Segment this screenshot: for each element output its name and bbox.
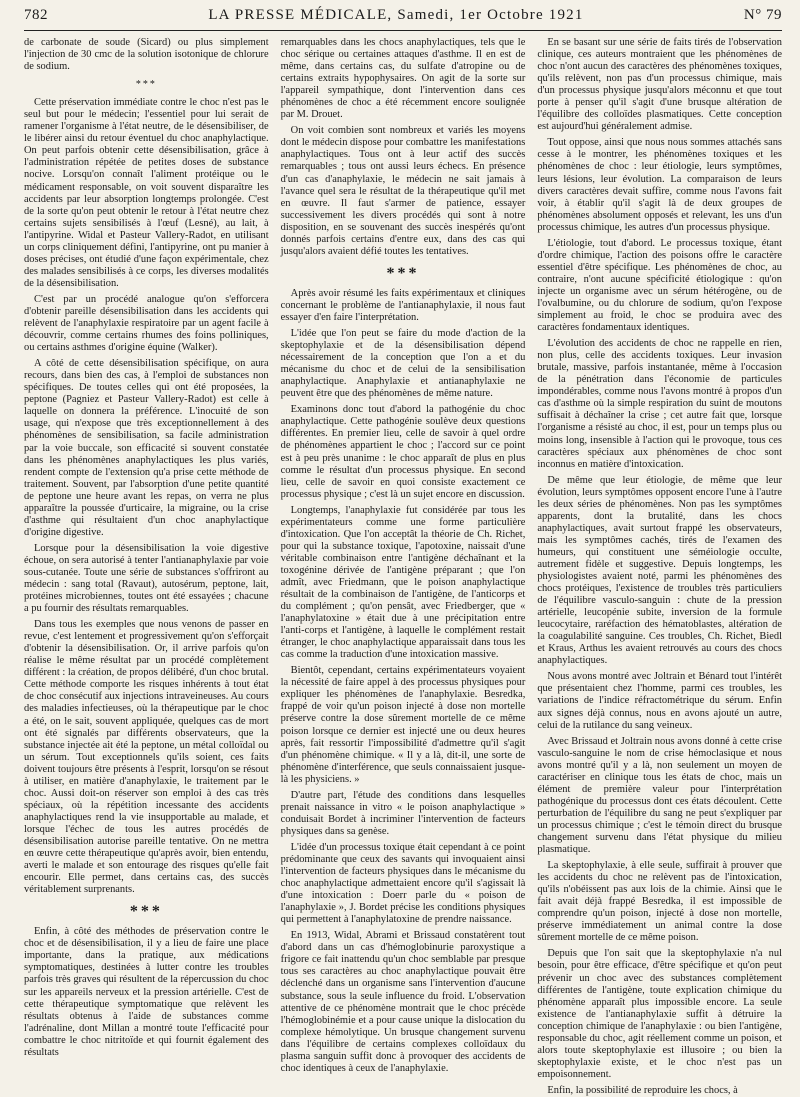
section-separator: *** — [386, 264, 420, 282]
paragraph: L'idée que l'on peut se faire du mode d'action de la skeptophylaxie et de la désensibilisation dépend nécessairement de la conception que l'on a et du mécanisme du choc et de celui de la sensibilisation anaphylactique. Anaphylaxie et antianaphylaxie ne peuvent être que des phénomènes de même nature. — [280, 328, 526, 400]
paragraph: En 1913, Widal, Abrami et Brissaud constatèrent tout d'abord dans un cas d'hémoglobinurie paroxystique a frigore ce fait inattendu qu'un choc semblable par presque tous ses caractères au choc anaphylactique pouvait être déclenché dans un organisme sans l'intervention d'aucune substance, sous la seule influence du froid. L'observation attentive de ce phénomène montrait que le choc précède l'hémoglobinémie et a pour cause unique la dislocation du complexe hémolytique. Un brusque changement survenu dans l'équilibre de certains complexes colloïdaux du plasma sanguin suffit donc à provoquer des accidents de choc identiques à ceux de l'anaphylaxie. — [280, 930, 526, 1074]
page-header — [24, 0, 782, 31]
paragraph: On voit combien sont nombreux et variés les moyens dont le médecin dispose pour combattre les manifestations anaphylactiques. Tous ont à leur actif des succès remarquables ; tous ont aussi leurs échecs. En présence d'un cas d'anaphylaxie, le médecin ne sait jamais à l'avance quel sera le résultat de la thérapeutique qu'il met en œuvre. Il faut s'armer de patience, essayer successivement les divers procédés qui sont à notre disposition, en se souvenant des succès inespérés qu'ont donnés parfois certains d'entre eux, dans des cas qui jusqu'alors avaient défié toutes les tentatives. — [280, 125, 526, 257]
paragraph: La skeptophylaxie, à elle seule, suffirait à prouver que les accidents du choc ne relèvent pas de l'intoxication, qu'ils n'obéissent pas aux lois de la chimie. Ainsi que le fait avait déjà frappé Besredka, il est impossible de comprendre qu'un poison, injecté à dose non mortelle, préserve immédiatement un animal contre la dose sûrement mortelle de ce même poison. — [537, 860, 782, 944]
issue-number: N° 79 — [743, 6, 782, 23]
paragraph: Lorsque pour la désensibilisation la voie digestive échoue, on sera autorisé à tenter l'antianaphylaxie par voie sous-cutanée. Toute une série de substances s'offriront au médecin : sang total (Ravaut), autosérum, peptone, lait, protéines microbiennes, toutes ont été essayées ; chacune a pu fournir des résultats remarquables. — [24, 542, 269, 615]
paragraph: Bientôt, cependant, certains expérimentateurs voyaient la nécessité de faire appel à des processus physiques pour expliquer les phénomènes de l'anaphylaxie. Besredka, frappé de voir qu'un poison injecté à dose non mortelle préserve contre la dose sûrement mortelle de ce même poison lorsque ce dernier est injecté une ou deux heures après, fait ressortir l'impossibilité d'admettre qu'il s'agit d'un phénomène chimique. « Il y a là, dit-il, une sorte de phénomène d'interférence, que seuls connaissaient jusque-là les physiciens. » — [280, 665, 526, 785]
article-columns — [24, 31, 782, 1096]
paragraph: de carbonate de soude (Sicard) ou plus simplement l'injection de 30 cmc de la solution isotonique de chlorure de sodium. — [24, 37, 269, 73]
paragraph: A côté de cette désensibilisation spécifique, on aura recours, dans bien des cas, à l'emploi de substances non spécifiques. De toutes celles qui ont été proposées, la peptone (Pagniez et Pasteur Vallery-Radot) est celle à laquelle on donnera la préférence. L'inocuité de son usage, qui n'expose que très exceptionnellement à des phénomènes de sensibilisation, sa facile administration par la voie buccale, son efficacité si souvent constatée dans les phénomènes anaphylactiques les plus variés, rendent compte de l'extension qu'a prise cette méthode de traitement. Souvent, par l'absorption d'une petite quantité de peptone une heure avant les repas, on verra ne plus apparaître la poussée d'urticaire, la migraine, ou la crise d'asthme qui résultaient d'un choc anaphylactique d'origine digestive. — [24, 358, 269, 538]
paragraph: Tout oppose, ainsi que nous nous sommes attachés sans cesse à le montrer, les phénomènes toxiques et les phénomènes de choc : leur étiologie, leurs symptômes, leurs lésions, leur évolution. La comparaison de leurs divers caractères devait suffire, comme nous l'avons fait voir, à établir qu'il s'agit là de deux groupes de phénomènes absolument opposés et relevant, les uns d'un processus chimique, les autres d'un processus physique. — [537, 137, 782, 233]
section-separator: *** — [135, 79, 157, 91]
paragraph: L'idée d'un processus toxique était cependant à ce point prédominante que ceux des savants qui invoquaient ainsi l'intervention de facteurs physiques dans le mécanisme du choc anaphylactique admettaient encore qu'il s'agissait là d'une intoxication : Doerr parle du « poison de l'anaphylaxie », J. Bordet précise les conditions physiques qui permettent à l'anaphylatoxine de prendre naissance. — [280, 841, 526, 926]
paragraph: Enfin, la possibilité de reproduire les chocs, à — [547, 1084, 738, 1096]
paragraph: Enfin, à côté des méthodes de préservation contre le choc et de désensibilisation, il y a lieu de faire une place importante, dans la pratique, aux médications symptomatiques, destinées à lutter contre les troubles parfois très graves qui résultent de la répercussion du choc sur les appareils nerveux et la pression artérielle. C'est de cette thérapeutique symptomatique que relèvent les résultats obtenus à l'aide de substances comme l'adrénaline, dont Millan a montré toute l'efficacité pour combattre le choc nitritoïde et qui fournit également des résultats — [24, 926, 269, 1058]
paragraph: Depuis que l'on sait que la skeptophylaxie n'a nul besoin, pour être efficace, d'être spécifique et qu'on peut prévenir un choc avec des substances complètement différentes de l'antigène, toute explication chimique du phénomène apparaît plus impossible encore. La seule existence de l'antianaphylaxie suffit à détruire la conception chimique de l'anaphylaxie : ou bien l'antigène, responsable du choc, agit réellement comme un poison, et alors toute skeptophylaxie est illusoire ; ou bien la skeptophylaxie existe, et le choc n'est pas un empoisonnement. — [537, 948, 782, 1080]
page-number: 782 — [24, 6, 48, 23]
paragraph: L'évolution des accidents de choc ne rappelle en rien, non plus, celle des accidents toxiques. Leur invasion brutale, massive, parfois instantanée, même à l'occasion de la pénétration dans l'économie de particules impondérables, comme nous l'avons montré à propos d'un cas d'asthme où la simple respiration du suint de moutons suffisait à déchaîner la crise ; cet autre fait que, lorsque l'organisme a résisté au choc, il est, pour un temps plus ou moins long, insensible à l'action qui le provoque, tous ces caractères spéciaux aux phénomènes de choc sont inconnus en matière d'intoxication. — [537, 338, 782, 470]
paragraph: Cette préservation immédiate contre le choc n'est pas le seul but pour le médecin; l'essentiel pour lui serait de ramener l'organisme à l'état neutre, de le désensibiliser, de le libérer ainsi du retour éventuel du choc anaphylactique. On peut parfois obtenir cette désensibilisation, grâce à l'administration répétée de petites doses de substance nocive. Lorsqu'on connaît l'aliment protéique ou le médicament responsable, on voit souvent disparaître les accidents par leur absorption longtemps prolongée. C'est de la sorte qu'on peut obtenir le retour à l'état neutre chez certains sujets sensibilisés à l'œuf (Lesné), au lait, à l'antipyrine. Widal et Pasteur Vallery-Radot, en utilisant un corps cliniquement défini, l'antipyrine, ont pu manier à doses précises, ont étudié d'une façon expérimentale, chez des malades sensibilisés à ce corps, les diverses modalités de la désensibilisation. — [24, 97, 269, 289]
paragraph: remarquables dans les chocs anaphylactiques, tels que le choc sérique ou certaines attaques d'asthme. Il en est de même, dans certains cas, du sulfate d'atropine ou de certains extraits hypophysaires. On agit de la sorte sur l'appareil sympathique, dont l'intervention dans ces phénomènes de choc a été récemment encore soulignée par M. Drouet. — [280, 37, 526, 121]
column-3 — [537, 37, 782, 1097]
column-1 — [24, 37, 269, 1097]
paragraph: D'autre part, l'étude des conditions dans lesquelles prenait naissance in vitro « le poison anaphylactique » conduisait Bordet à incriminer l'intervention de facteurs physiques dans sa genèse. — [280, 789, 526, 837]
paragraph: Après avoir résumé les faits expérimentaux et cliniques concernant le problème de l'antianaphylaxie, il nous faut essayer d'en faire l'interprétation. — [280, 287, 526, 323]
paragraph: C'est par un procédé analogue qu'on s'efforcera d'obtenir pareille désensibilisation dans les accidents qui relèvent de l'anaphylaxie respiratoire par un agent facile à découvrir, comme certains rhumes des foins polliniques, ou certains asthmes d'origine équine (Walker). — [24, 293, 269, 354]
paragraph: L'étiologie, tout d'abord. Le processus toxique, étant d'ordre chimique, l'action des poisons offre le caractère essentiel d'être spécifique. Les phénomènes de choc, au contraire, n'ont aucune spécificité étiologique : qu'on injecte un organisme avec un sérum hétérogène, ou de l'ovalbumine, ou du chlorure de sodium, qu'on l'expose simplement au froid, le choc se produira avec des caractères fondamentaux identiques. — [537, 237, 782, 334]
publication-title: LA PRESSE MÉDICALE, Samedi, 1er Octobre 1921 — [208, 6, 584, 23]
paragraph: En se basant sur une série de faits tirés de l'observation clinique, ces auteurs montraient que les phénomènes de choc n'ont aucun des caractères des phénomènes toxiques, qu'ils relèvent, non pas d'un processus chimique, mais d'un processus physique jusqu'alors méconnu et que tout porte à penser qu'il s'agit d'une brusque altération de l'équilibre des colloïdes plasmatiques. Cette conception est aujourd'hui généralement admise. — [537, 37, 782, 133]
paragraph: Avec Brissaud et Joltrain nous avons donné à cette crise vasculo-sanguine le nom de crise hémoclasique et nous avons montré qu'il y a là, non seulement un moyen de caractériser en clinique tous les états de choc, mais un élément de première valeur pour l'interprétation pathogénique du processus dont ces états découlent. Cette perturbation de l'équilibre du sang ne peut s'expliquer par un processus chimique ; c'est le témoin direct du brusque changement survenu dans l'état physique du milieu plasmatique. — [537, 735, 782, 856]
paragraph: De même que leur étiologie, de même que leur évolution, leurs symptômes opposent encore l'une à l'autre les deux séries de phénomènes. Non pas les symptômes apparents, dont la brutalité, dans les chocs anaphylactiques, avait surtout frappé les observateurs, mais les symptômes cachés, tirés de l'examen des humeurs, qui constituent une séméiologie occulte, autrement fidèle et suggestive. Depuis longtemps, les physiologistes avaient noté, parmi les phénomènes des chocs protéiques, l'existence de troubles très particuliers de l'équilibre vasculo-sanguin : chute de la pression artérielle, leucopénie subite, inversion de la formule leucocytaire, raréfaction des hématoblastes, altération de la coagulabilité sanguine. Ces troubles, Ch. Richet, Biedl et Kraus, Arthus les avaient retrouvés au cours des chocs anaphylactiques. — [537, 474, 782, 667]
paragraph: Nous avons montré avec Joltrain et Bénard tout l'intérêt que présentaient chez l'homme, parmi ces troubles, les variations de l'indice réfractométrique du sérum. Enfin aux signes déjà connus, nous en avons ajouté un autre, celui de la rutilance du sang veineux. — [537, 671, 782, 731]
column-2 — [281, 37, 526, 1097]
paragraph: Dans tous les exemples que nous venons de passer en revue, c'est lentement et progressivement qu'on s'efforçait d'obtenir la désensibilisation. Or, il arrive parfois qu'on réalise le même résultat par un procédé complètement différent : la création, de propos délibéré, d'un choc brutal. Cette méthode comporte les risques inhérents à tout état de choc consécutif aux injections intraveineuses. Au cours des maladies infectieuses, où la thérapeutique par le choc a été, on le sait, souvent appliquée, quelques cas de mort ont été signalés par différents observateurs, que la substance injectée ait été la peptone, un métal colloïdal ou un sérum. Tout exceptionnels qu'ils soient, ces faits doivent toujours être présents à l'esprit, lorsqu'on se résout à utiliser, en matière d'anaphylaxie, le traitement par le choc. Aussi doit-on réserver son emploi à des cas très spéciaux, où la répétition incessante des accidents anaphylactiques rend la vie insupportable au malade, et lorsque l'échec de tous les autres procédés de désensibilisation autorise pareille tentative. On ne mettra en œuvre cette thérapeutique qu'après avoir, bien entendu, averti le malade et son entourage des risques qu'elle fait encourir. Elle permet, dans certains cas, des succès véritablement surprenants. — [24, 619, 269, 896]
paragraph: Examinons donc tout d'abord la pathogénie du choc anaphylactique. Cette pathogénie soulève deux questions différentes. En premier lieu, celle de savoir à quel ordre de phénomènes appartient le choc ; l'accord sur ce point est à peu près unanime : le choc apparaît de plus en plus comme le résultat d'un processus physique. En second lieu, celle de savoir en quoi consiste exactement ce processus physique ; c'est là un sujet encore en discussion. — [280, 404, 526, 500]
paragraph: Longtemps, l'anaphylaxie fut considérée par tous les expérimentateurs comme une forme particulière d'intoxication. Que l'on acceptât la théorie de Ch. Richet, pour qui la substance toxique, l'apotoxine, naissait d'une véritable combinaison entre l'antigène déchaînant et la toxogénine dérivée de l'antigène préparant ; que l'on admît, avec Friedmann, que le poison anaphylactique résultait de la combinaison de l'antigène, de l'anticorps et du complément ; qu'on pensât, avec Friedberger, que « l'anaphylatoxine » était due à une précipitation entre l'anti-corps et l'antigène, à laquelle le complément restait étranger, le choc anaphylactique apparaissait dans tous les cas comme la traduction d'une intoxication massive. — [280, 504, 526, 661]
section-separator: *** — [129, 903, 163, 921]
